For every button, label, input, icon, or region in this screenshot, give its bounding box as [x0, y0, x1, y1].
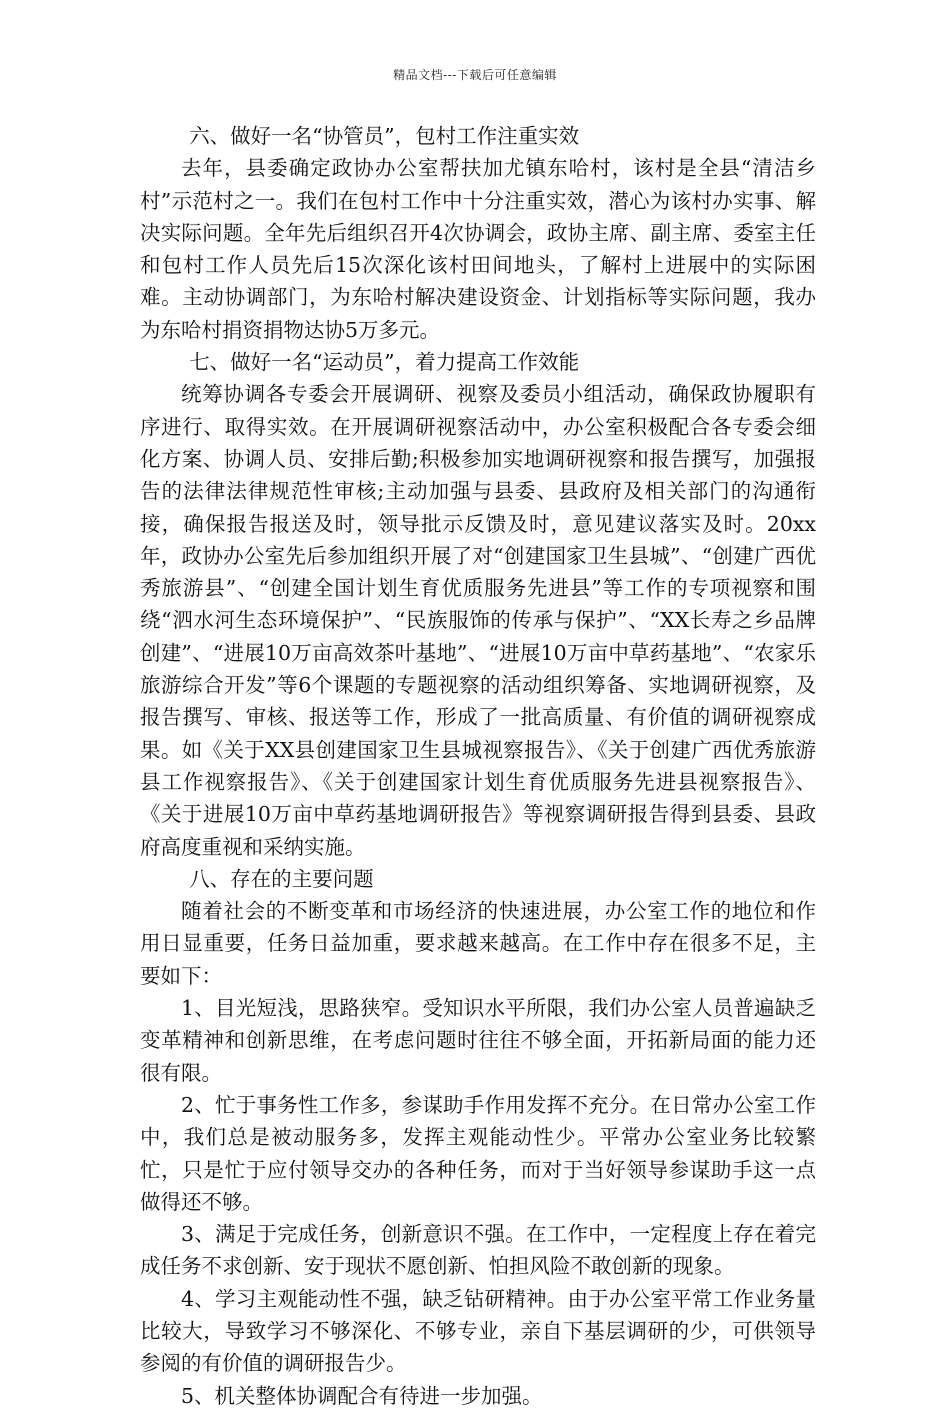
section-heading-8: 八、存在的主要问题	[189, 866, 374, 891]
paragraph-village-work: 去年，县委确定政协办公室帮扶加尤镇东哈村，该村是全县“清洁乡村”示范村之一。我们在包村工作中十分注重实效，潜心为该村办实事、解决实际问题。全年先后组织召开4次协调会，政协主席、副主席、委室主任和包村工作人员先后15次深化该村田间地头，了解村上进展中的实际困难。主动协调部门，为东哈村解决建设资金、计划指标等实际问题，我办为东哈村捐资捐物达协5万多元。	[140, 156, 816, 342]
document-body	[140, 120, 816, 1412]
section-heading-7: 七、做好一名“运动员”，着力提高工作效能	[189, 350, 580, 375]
problem-item-1: 1、目光短浅，思路狭窄。受知识水平所限，我们办公室人员普遍缺乏变革精神和创新思维，在考虑问题时往往不够全面，开拓新局面的能力还很有限。	[140, 996, 816, 1085]
paragraph-research-inspection: 统筹协调各专委会开展调研、视察及委员小组活动，确保政协履职有序进行、取得实效。在开展调研视察活动中，办公室积极配合各专委会细化方案、协调人员、安排后勤;积极参加实地调研视察和报告撰写，加强报告的法律法律规范性审核;主动加强与县委、县政府及相关部门的沟通衔接，确保报告报送及时，领导批示反馈及时，意见建议落实及时。20xx年，政协办公室先后参加组织开展了对“创建国家卫生县城”、“创建广西优秀旅游县”、“创建全国计划生育优质服务先进县”等工作的专项视察和围绕“泗水河生态环境保护”、“民族服饰的传承与保护”、“XX长寿之乡品牌创建”、“进展10万亩高效茶叶基地”、“进展10万亩中草药基地”、“农家乐旅游综合开发”等6个课题的专题视察的活动组织筹备、实地调研视察，及报告撰写、审核、报送等工作，形成了一批高质量、有价值的调研视察成果。如《关于XX县创建国家卫生县城视察报告》、《关于创建广西优秀旅游县工作视察报告》、《关于创建国家计划生育优质服务先进县视察报告》、《关于进展10万亩中草药基地调研报告》等视察调研报告得到县委、县政府高度重视和采纳实施。	[140, 382, 816, 859]
problem-item-4: 4、学习主观能动性不强，缺乏钻研精神。由于办公室平常工作业务量比较大，导致学习不够深化、不够专业，亲自下基层调研的少，可供领导参阅的有价值的调研报告少。	[140, 1286, 816, 1376]
problem-item-3: 3、满足于完成任务，创新意识不强。在工作中，一定程度上存在着完成任务不求创新、安于现状不愿创新、怕担风险不敢创新的现象。	[140, 1222, 816, 1279]
section-heading-6: 六、做好一名“协管员”，包村工作注重实效	[189, 124, 580, 148]
problem-item-5: 5、机关整体协调配合有待进一步加强。	[181, 1383, 543, 1408]
page-header: 精品文档---下载后可任意编辑	[393, 68, 557, 82]
problem-item-2: 2、忙于事务性工作多，参谋助手作用发挥不充分。在日常办公室工作中，我们总是被动服务多，发挥主观能动性少。平常办公室业务比较繁忙，只是忙于应付领导交办的各种任务，而对于当好领导参谋助手这一点做得还不够。	[140, 1092, 816, 1214]
paragraph-problems-intro: 随着社会的不断变革和市场经济的快速进展，办公室工作的地位和作用日显重要，任务日益加重，要求越来越高。在工作中存在很多不足，主要如下：	[140, 899, 816, 988]
